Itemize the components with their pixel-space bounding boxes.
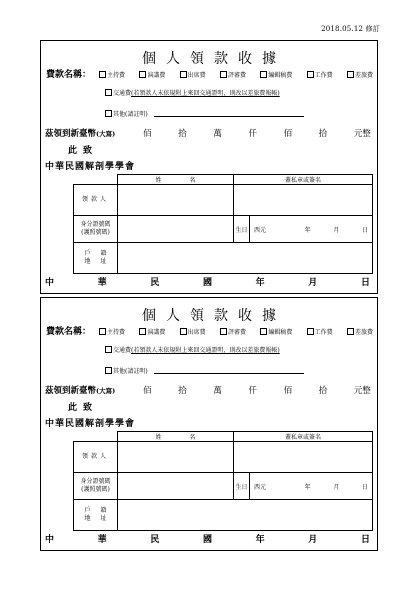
fee-option-lecture[interactable]: 演講費 [139,326,165,336]
form-title: 個人領款收據 [142,308,286,324]
id-number-label: 身分證號碼 (護照號碼) [74,473,118,500]
payee-table [73,174,373,274]
fee-option-work[interactable]: 工作費 [307,326,333,336]
amount-line: 茲領到新臺幣 (大寫) 佰 拾 萬 仟 佰 拾 元整 [45,129,371,139]
fee-option-review[interactable]: 評審費 [220,326,246,336]
payee-table [73,431,373,531]
checkbox-icon[interactable] [180,71,187,78]
fee-name-label: 費款名稱： [46,327,92,337]
fee-option-editing[interactable]: 編輯稿費 [260,326,292,336]
checkbox-icon[interactable] [139,328,146,335]
checkbox-icon[interactable] [220,328,227,335]
birthday-field[interactable]: 西元 年 月 日 [250,473,373,500]
sign-header: 蓋私章或簽名 [234,432,373,442]
checkbox-icon[interactable] [105,367,112,374]
date-footer: 中 華 民 國 年 月 日 [45,535,370,545]
form-title: 個人領款收據 [142,51,286,67]
payee-label: 領款人 [74,185,118,216]
receipt-form-2 [40,297,378,551]
checkbox-icon[interactable] [307,71,314,78]
payee-name-field[interactable] [118,442,234,473]
fee-option-attendance[interactable]: 出席費 [180,326,206,336]
checkbox-icon[interactable] [307,328,314,335]
fee-option-other[interactable]: 其他(請註明) [105,366,304,375]
birthday-field[interactable]: 西元 年 月 日 [250,216,373,243]
organization-name: 中華民國解剖學學會 [45,419,136,429]
fee-option-editing[interactable]: 編輯稿費 [260,69,292,79]
revision-date: 2018.05.12 修訂 [321,25,380,33]
other-fee-blank[interactable] [154,110,304,117]
salutation: 此致 [68,146,99,156]
fee-options [99,69,373,79]
fee-option-work[interactable]: 工作費 [307,69,333,79]
transport-note: (若領款人未依規附上來回交通證明，則改以差旅費報帳) [131,347,280,354]
sign-header: 蓋私章或簽名 [234,175,373,185]
fee-option-attendance[interactable]: 出席費 [180,69,206,79]
transport-note: (若領款人未依規附上來回交通證明，則改以差旅費報帳) [131,90,280,97]
checkbox-icon[interactable] [105,110,112,117]
payee-signature-field[interactable] [234,442,373,473]
address-label: 戶籍 地址 [74,243,118,274]
birthday-label: 生日 [234,473,250,500]
payee-label: 領款人 [74,442,118,473]
checkbox-icon[interactable] [180,328,187,335]
fee-option-host[interactable]: 主持費 [99,326,125,336]
amount-units: 佰 拾 萬 仟 佰 拾 元整 [143,129,371,139]
salutation: 此致 [68,403,99,413]
other-fee-blank[interactable] [154,367,304,374]
checkbox-icon[interactable] [347,328,354,335]
name-header: 姓名 [118,175,234,185]
checkbox-icon[interactable] [347,71,354,78]
id-number-field[interactable] [118,216,234,243]
checkbox-icon[interactable] [105,89,112,96]
receipt-form-1 [40,40,378,294]
checkbox-icon[interactable] [139,71,146,78]
address-field[interactable] [118,500,373,531]
fee-option-review[interactable]: 評審費 [220,69,246,79]
fee-option-host[interactable]: 主持費 [99,69,125,79]
checkbox-icon[interactable] [220,71,227,78]
fee-option-other[interactable]: 其他(請註明) [105,109,304,118]
fee-option-transport[interactable]: 交通費 (若領款人未依規附上來回交通證明，則改以差旅費報帳) [105,88,280,97]
date-footer: 中 華 民 國 年 月 日 [45,278,370,288]
amount-units: 佰 拾 萬 仟 佰 拾 元整 [143,386,371,396]
checkbox-icon[interactable] [260,71,267,78]
payee-signature-field[interactable] [234,185,373,216]
fee-options [99,326,373,336]
amount-line: 茲領到新臺幣 (大寫) 佰 拾 萬 仟 佰 拾 元整 [45,386,371,396]
name-header: 姓名 [118,432,234,442]
id-number-field[interactable] [118,473,234,500]
birthday-label: 生日 [234,216,250,243]
address-field[interactable] [118,243,373,274]
checkbox-icon[interactable] [260,328,267,335]
checkbox-icon[interactable] [105,346,112,353]
fee-option-travel[interactable]: 差旅費 [347,69,373,79]
checkbox-icon[interactable] [99,328,106,335]
checkbox-icon[interactable] [99,71,106,78]
address-label: 戶籍 地址 [74,500,118,531]
fee-option-lecture[interactable]: 演講費 [139,69,165,79]
payee-name-field[interactable] [118,185,234,216]
fee-option-travel[interactable]: 差旅費 [347,326,373,336]
organization-name: 中華民國解剖學學會 [45,162,136,172]
fee-name-label: 費款名稱： [46,70,92,80]
id-number-label: 身分證號碼 (護照號碼) [74,216,118,243]
fee-option-transport[interactable]: 交通費 (若領款人未依規附上來回交通證明，則改以差旅費報帳) [105,345,280,354]
